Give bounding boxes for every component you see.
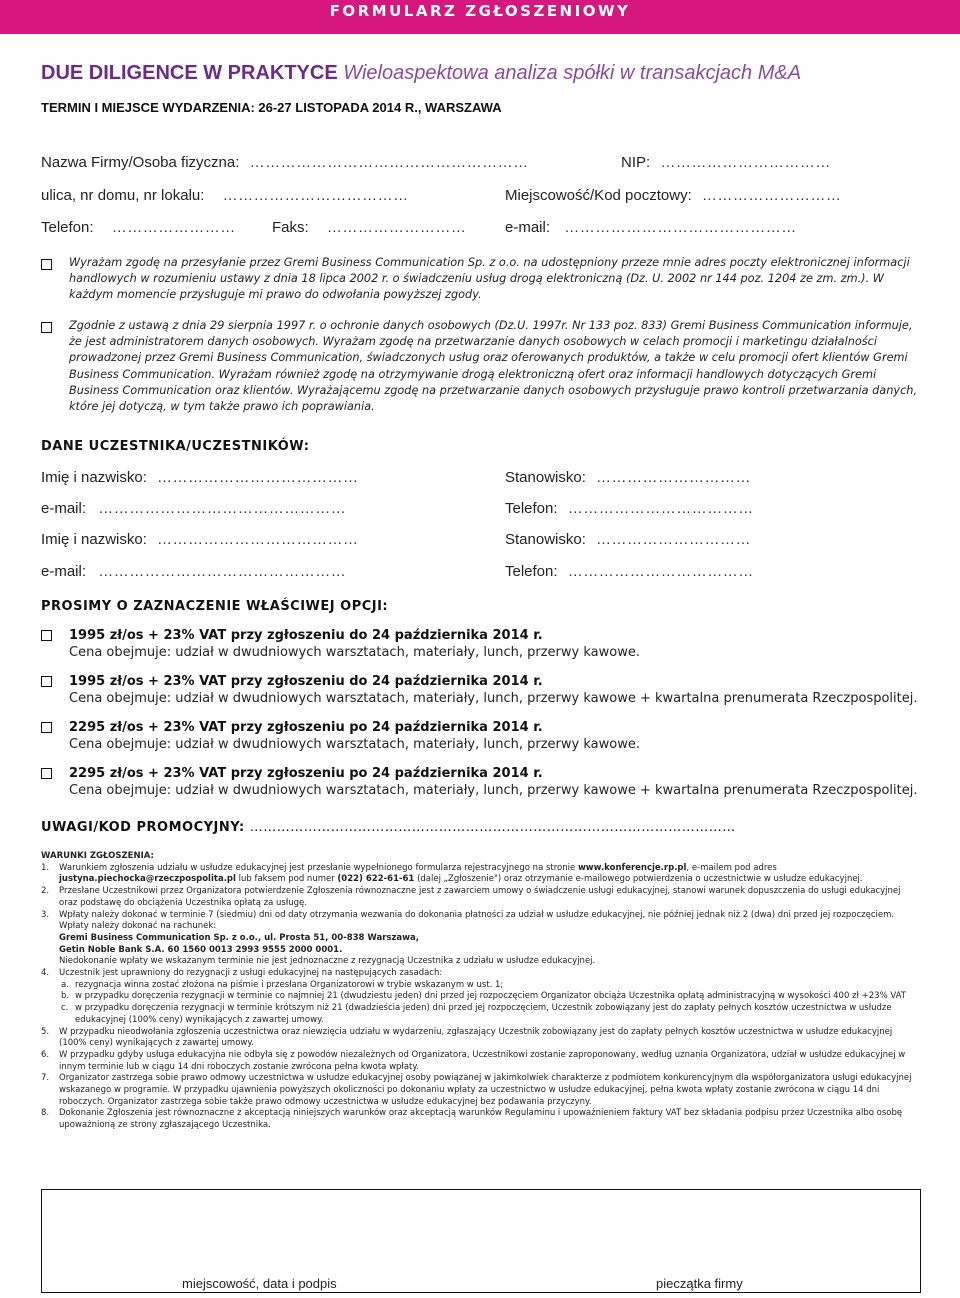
participants-heading: DANE UCZESTNIKA/UCZESTNIKÓW:	[41, 439, 310, 454]
phone-label: Telefon:	[41, 219, 94, 236]
bank-account-holder: Gremi Business Communication Sp. z o.o., ul. Prosta 51, 00-838 Warszawa,	[59, 932, 419, 943]
option3-price: 2295 zł/os + 23% VAT przy zgłoszeniu po 24 października 2014 r.	[69, 720, 543, 735]
event-title	[41, 62, 801, 85]
city-label: Miejscowość/Kod pocztowy:	[505, 187, 692, 204]
fax-label: Faks:	[272, 219, 309, 236]
consent-data-text: Zgodnie z ustawą z dnia 29 sierpnia 1997 r. o ochronie danych osobowych (Dz.U. 1997r. Nr 133 poz. 833) Gremi Business Communication informuje, że jest administratorem danych osobowych. Wyrażam zgodę na przetwarzanie danych osobowych w celach promocji i marketingu działalności prowadzonej przez Gremi Business Communication, świadczonych usług oraz oferowanych produktów, a także w celu promocji ofert klientów Gremi Business Communication. Wyrażam również zgodę na otrzymywanie drogą elektroniczną ofert oraz informacji handlowych dotyczących Gremi Business Communication oraz klientów. Wyrażającemu zgodę na przetwarzanie danych osobowych przysługuje prawo kontroli przetwarzania danych, które jej dotyczą, w tym także prawo ich poprawiania.	[69, 319, 918, 414]
option2	[69, 673, 918, 707]
term-1: 1. Warunkiem zgłoszenia udziału w usłudze edukacyjnej jest przesłanie wypełnionego formularza rejestracyjnego na stronie www.konferencje.rp.pl, e-mailem pod adres justyna.piechocka@rzeczpospolita.pl lub faksem pod numer (022) 622-61-61 (dalej „Zgłoszenie") oraz otrzymanie e-mailowego potwierdzenia o uczestnictwie w usłudze edukacyjnej.	[41, 862, 863, 885]
term-4c: c. w przypadku doręczenia rezygnacji w terminie krótszym niż 21 (dwadzieścia jeden) dni przed jej rozpoczęciem, Uczestnik zobowiązany jest do zapłaty pełnych kosztów uczestnictwa w usłudze edukacyjnej (100% ceny) wynikających z zawartej umowy.	[61, 1003, 892, 1025]
phone-field[interactable]: Telefon: ……………………	[41, 219, 236, 236]
options-heading: PROSIMY O ZAZNACZENIE WŁAŚCIWEJ OPCJI:	[41, 599, 389, 614]
company-stamp-label: pieczątka firmy	[656, 1276, 743, 1291]
option1-checkbox[interactable]	[41, 630, 52, 641]
fax-field[interactable]: Faks: ………………………	[272, 219, 467, 236]
signature-place-label: miejscowość, data i podpis	[182, 1276, 337, 1291]
street-label: ulica, nr domu, nr lokalu:	[41, 187, 205, 204]
participant2-position-field[interactable]: Stanowisko: …………………………	[505, 531, 752, 548]
participant1-email-field[interactable]: e-mail: …………………………………………	[41, 500, 347, 517]
consent-data-checkbox[interactable]	[41, 322, 52, 333]
option3-checkbox[interactable]	[41, 722, 52, 733]
promo-label: UWAGI/KOD PROMOCYJNY:	[41, 820, 245, 835]
nip-field[interactable]: NIP: ……………………………	[621, 154, 831, 171]
term-4a: a. rezygnacja winna zostać złożona na piśmie i przesłana Organizatorowi w trybie wskazanym w ust. 1;	[61, 979, 504, 990]
term-6: 6. W przypadku gdyby usługa edukacyjna nie odbyła się z powodów niezależnych od Organizatora, Uczestnikowi zostanie zaproponowany, według uznania Organizatora, udział w usłudze edukacyjnej w innym terminie lub w ciągu 14 dni roboczych zostanie zwrócona pełna kwota wpłaty.	[41, 1049, 906, 1072]
participant2-name-field[interactable]: Imię i nazwisko: …………………………………	[41, 531, 359, 548]
option1-desc: Cena obejmuje: udział w dwudniowych warsztatach, materiały, lunch, przerwy kawowe.	[69, 645, 640, 660]
event-title-sub: Wieloaspektowa analiza spółki w transakcjach M&A	[343, 62, 802, 84]
participant2-email-label: e-mail:	[41, 563, 87, 580]
participant2-position-label: Stanowisko:	[505, 531, 586, 548]
form-header-title: FORMULARZ ZGŁOSZENIOWY	[329, 2, 631, 20]
event-date-place: TERMIN I MIEJSCE WYDARZENIA: 26-27 LISTOPADA 2014 R., WARSZAWA	[41, 100, 502, 115]
term-3: 3. Wpłaty należy dokonać w terminie 7 (siedmiu) dni od daty otrzymania wezwania do dokonania płatności za udział w usłudze edukacyjnej, nie później jednak niż 2 (dwa) dni przed jej rozpoczęciem. Wpłaty należy dokonać na rachunek: Gremi Business Communication Sp. z o.o., ul. Prosta 51, 00-838 Warszawa, Getin Noble Bank S.A. 60 1560 0013 2993 9555 2000 0001. Niedokonanie wpłaty we wskazanym terminie nie jest jednoznaczne z rezygnacją Uczestnika z udziału w usłudze edukacyjnej.	[41, 909, 895, 967]
street-field[interactable]: ulica, nr domu, nr lokalu: ………………………………	[41, 187, 409, 204]
term-7: 7. Organizator zastrzega sobie prawo odmowy uczestnictwa w usłudze edukacyjnej osoby powiązanej w jakimkolwiek charakterze z podmiotem konkurencyjnym dla współorganizatora usługi edukacyjnej wskazanego w programie. W przypadku ujawnienia powyższych okoliczności po dokonaniu wpłaty za uczestnictwo w usłudze edukacyjnej, pełna kwota wpłaty zostanie zwrócona w ciągu 14 dni roboczych. Organizator zastrzega sobie także prawo odmowy uczestnictwa w usłudze edukacyjnej bez podawania przyczyny.	[41, 1073, 912, 1107]
participant2-name-label: Imię i nazwisko:	[41, 531, 147, 548]
bank-account-number: Getin Noble Bank S.A. 60 1560 0013 2993 9555 2000 0001.	[59, 944, 343, 955]
term-2: 2. Przesłane Uczestnikowi przez Organizatora potwierdzenie Zgłoszenia równoznaczne jest z zawarciem umowy o świadczenie usługi edukacyjnej, stanowi warunek dopuszczenia do usługi edukacyjnej oraz podstawę do obciążenia Uczestnika opłatą za usługę.	[41, 886, 901, 908]
term-4b: b. w przypadku doręczenia rezygnacji w terminie co najmniej 21 (dwudziestu jeden) dni przed jej rozpoczęciem Organizator obciąża Uczestnika opłatą administracyjną w wysokości 400 zł +23% VAT	[61, 991, 906, 1002]
option3	[69, 719, 640, 753]
participant1-name-field[interactable]: Imię i nazwisko: …………………………………	[41, 469, 359, 486]
signature-box[interactable]	[41, 1189, 921, 1293]
terms-section	[41, 851, 921, 1132]
terms-website-link[interactable]: www.konferencje.rp.pl	[577, 862, 687, 873]
option1-price: 1995 zł/os + 23% VAT przy zgłoszeniu do 24 października 2014 r.	[69, 628, 543, 643]
consent-marketing-checkbox[interactable]	[41, 259, 52, 270]
company-name-label: Nazwa Firmy/Osoba fizyczna:	[41, 154, 240, 171]
participant2-phone-field[interactable]: Telefon: ………………………………	[505, 563, 754, 580]
city-field[interactable]: Miejscowość/Kod pocztowy: ………………………	[505, 187, 842, 204]
option4-desc: Cena obejmuje: udział w dwudniowych warsztatach, materiały, lunch, przerwy kawowe + kwartalna prenumerata Rzeczpospolitej.	[69, 783, 918, 798]
option4-price: 2295 zł/os + 23% VAT przy zgłoszeniu po 24 października 2014 r.	[69, 766, 543, 781]
option2-price: 1995 zł/os + 23% VAT przy zgłoszeniu do 24 października 2014 r.	[69, 674, 543, 689]
term-5: 5. W przypadku nieodwołania zgłoszenia uczestnictwa oraz niewzięcia udziału w wydarzeniu, zgłaszający Uczestnik zobowiązany jest do zapłaty pełnych kosztów uczestnictwa w usłudze edukacyjnej (100% ceny) wynikających z zawartej umowy.	[41, 1026, 893, 1049]
nip-label: NIP:	[621, 154, 651, 171]
company-email-label: e-mail:	[505, 219, 551, 236]
participant2-email-field[interactable]: e-mail: …………………………………………	[41, 563, 347, 580]
terms-heading: WARUNKI ZGŁOSZENIA:	[41, 851, 154, 861]
participant1-email-label: e-mail:	[41, 500, 87, 517]
participant1-name-label: Imię i nazwisko:	[41, 469, 147, 486]
option4	[69, 765, 918, 799]
consent-marketing-text: Wyrażam zgodę na przesyłanie przez Gremi Business Communication Sp. z o.o. na udostępniony przeze mnie adres poczty elektronicznej informacji handlowych w rozumieniu ustawy z dnia 18 lipca 2002 r. o świadczeniu usług drogą elektroniczną (Dz. U. 2002 nr 144 poz. 1204 ze zm. zm.). W każdym momencie przysługuje mi prawo do odwołania powyższej zgody.	[69, 256, 910, 302]
terms-email-link[interactable]: justyna.piechocka@rzeczpospolita.pl	[59, 874, 236, 885]
participant1-position-label: Stanowisko:	[505, 469, 586, 486]
company-name-field[interactable]: Nazwa Firmy/Osoba fizyczna: ………………………………………………	[41, 154, 529, 171]
option2-checkbox[interactable]	[41, 676, 52, 687]
event-title-main: DUE DILIGENCE W PRAKTYCE	[41, 62, 338, 84]
option3-desc: Cena obejmuje: udział w dwudniowych warsztatach, materiały, lunch, przerwy kawowe.	[69, 737, 640, 752]
option2-desc: Cena obejmuje: udział w dwudniowych warsztatach, materiały, lunch, przerwy kawowe + kwartalna prenumerata Rzeczpospolitej.	[69, 691, 918, 706]
company-email-field[interactable]: e-mail: ………………………………………	[505, 219, 797, 236]
participant1-phone-field[interactable]: Telefon: ………………………………	[505, 500, 754, 517]
terms-fax-number: (022) 622-61-61	[337, 874, 415, 885]
option4-checkbox[interactable]	[41, 768, 52, 779]
promo-field[interactable]: UWAGI/KOD PROMOCYJNY: ………………………………………………………………………………………………	[41, 820, 736, 835]
term-4: 4. Uczestnik jest uprawniony do rezygnacji z usługi edukacyjnej na następujących zasadach:	[41, 968, 443, 979]
participant1-phone-label: Telefon:	[505, 500, 558, 517]
term-8: 8. Dokonanie Zgłoszenia jest równoznaczne z akceptacją niniejszych warunków oraz akceptacją warunków Regulaminu i upoważnieniem faktury VAT bez składania podpisu przez Uczestnika albo osobę upoważnioną ze strony zgłaszającego Uczestnika.	[41, 1108, 903, 1131]
participant2-phone-label: Telefon:	[505, 563, 558, 580]
form-header-band	[0, 0, 960, 34]
option1	[69, 627, 640, 661]
participant1-position-field[interactable]: Stanowisko: …………………………	[505, 469, 752, 486]
